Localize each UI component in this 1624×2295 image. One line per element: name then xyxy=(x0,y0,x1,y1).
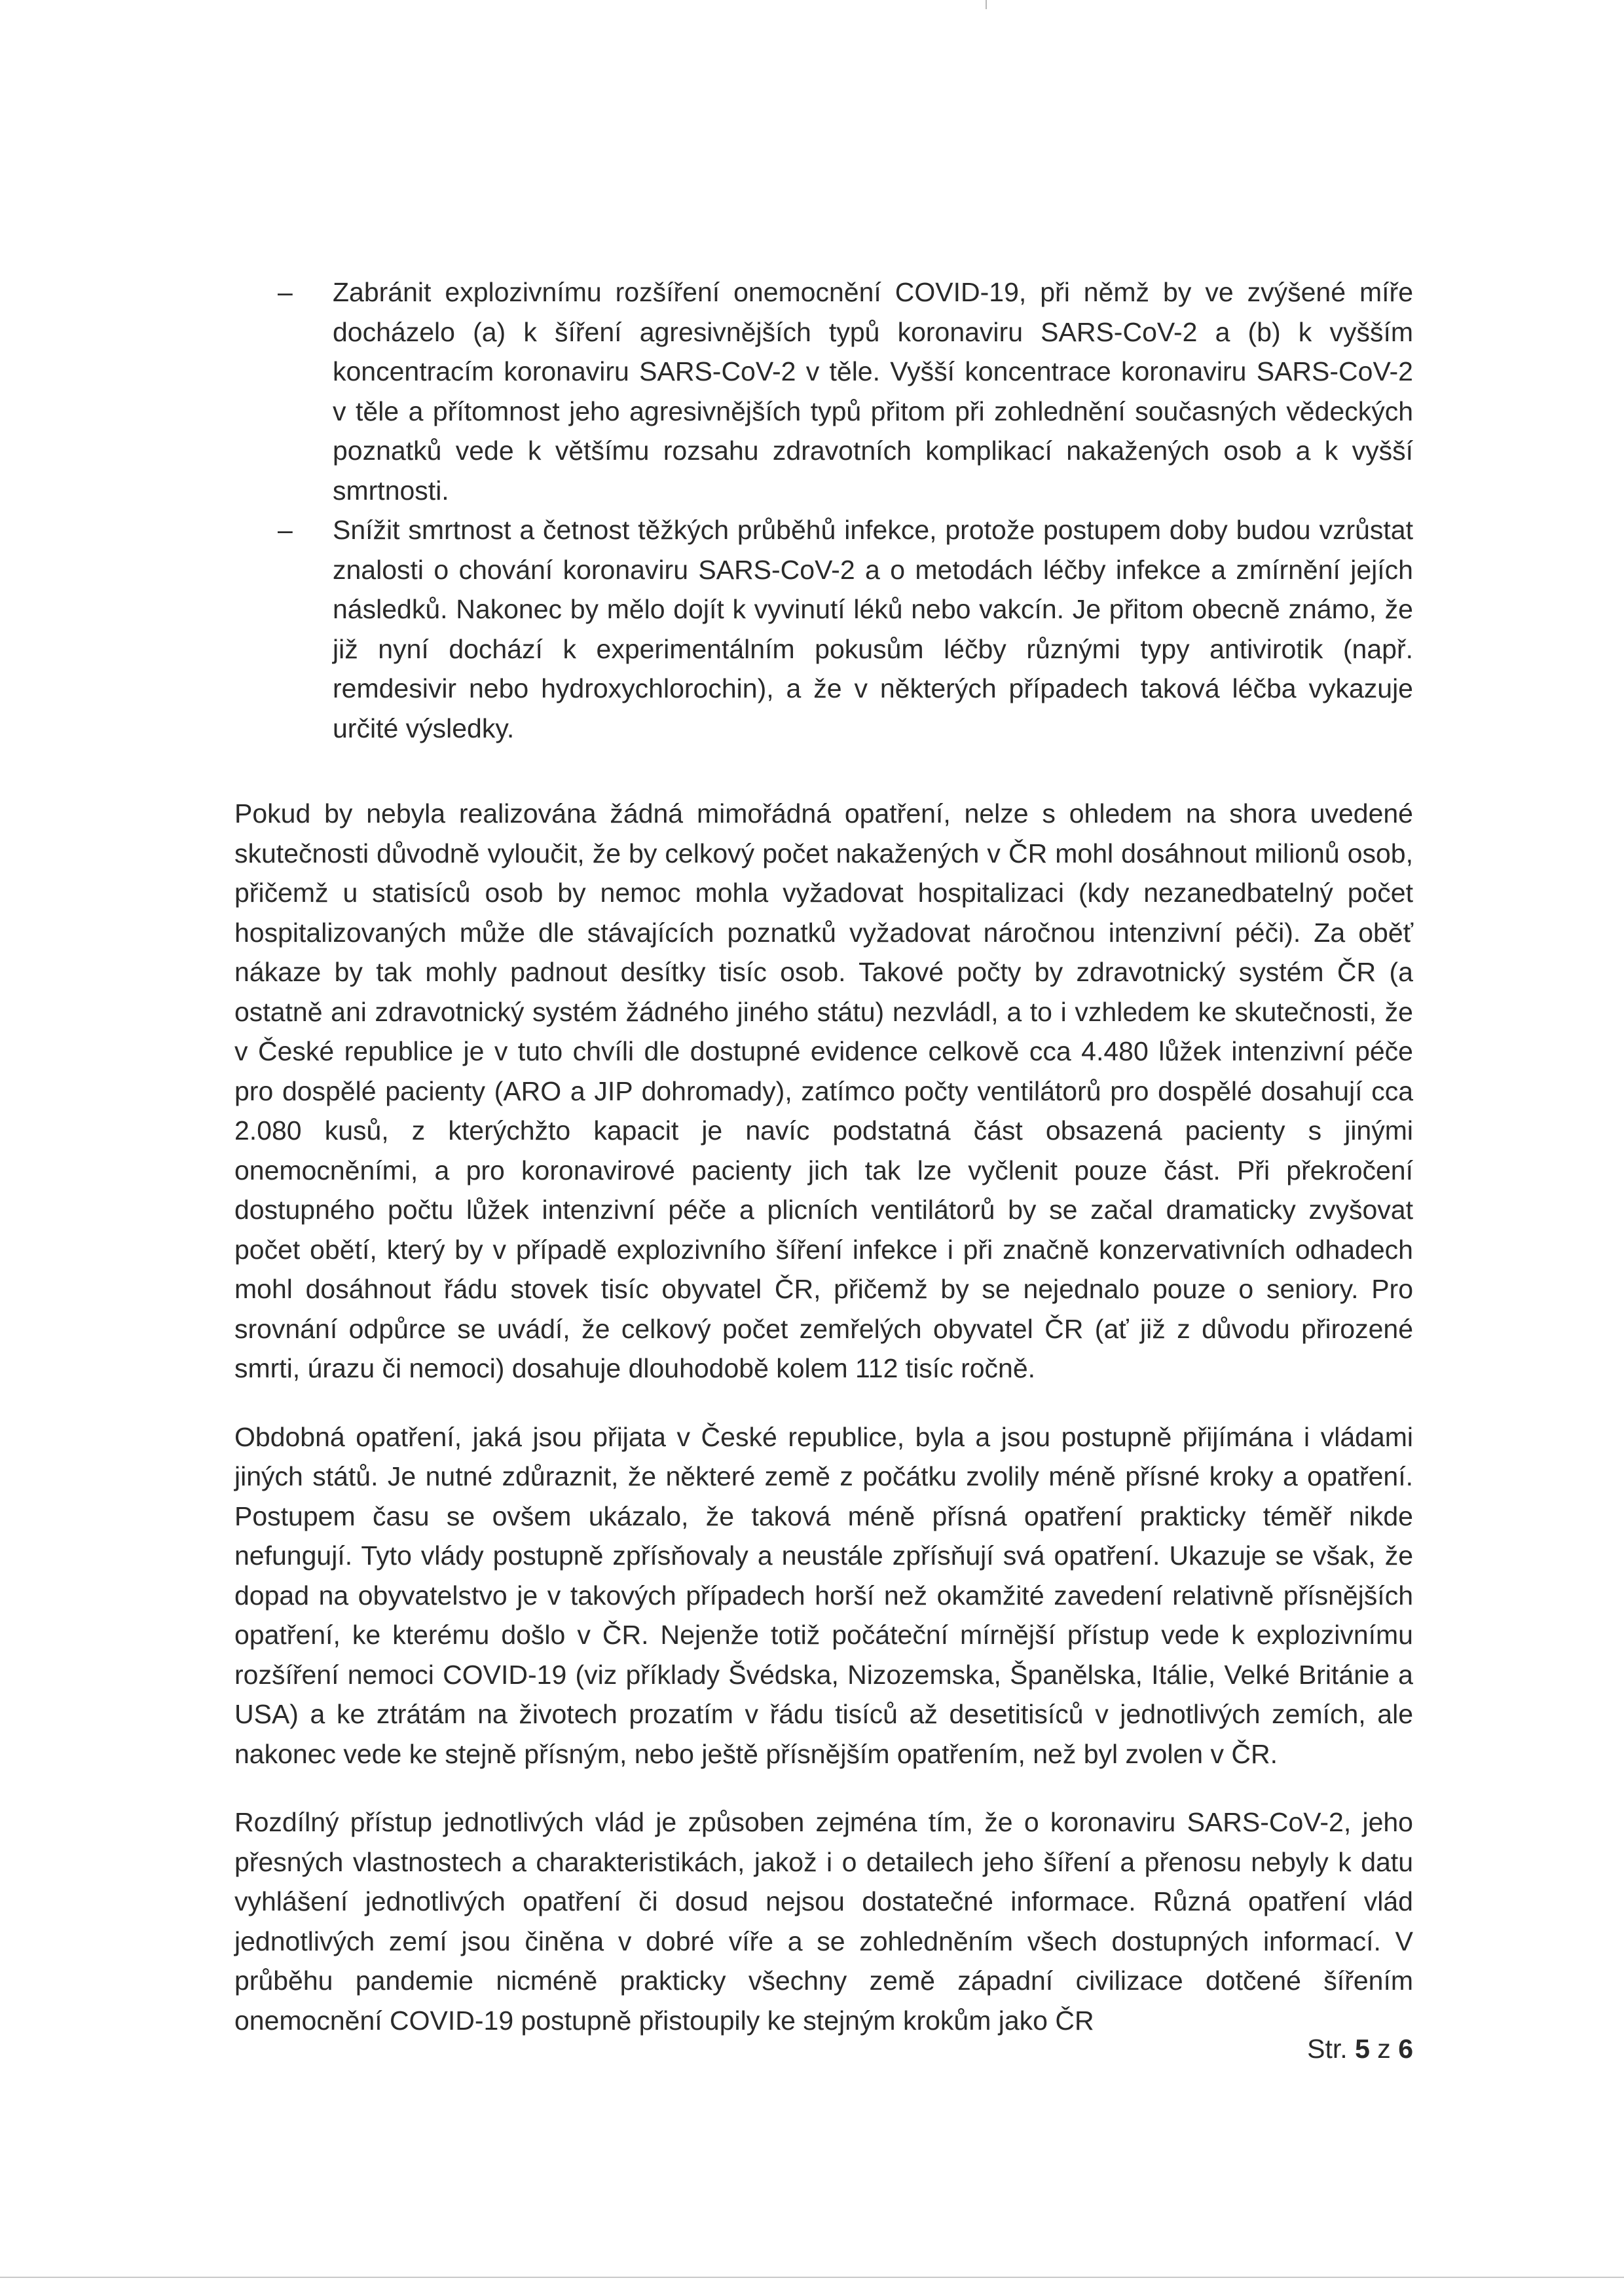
scan-artifact-top xyxy=(986,0,987,9)
page-number xyxy=(1307,2029,1413,2068)
bullet-list xyxy=(234,272,1413,748)
bullet-item: – Snížit smrtnost a četnost těžkých průběhů infekce, protože postupem doby budou vzrůstat znalosti o chování koronaviru SARS-CoV-2 a o metodách léčby infekce a zmírnění jejích následků. Nakonec by mělo dojít k vyvinutí léků nebo vakcín. Je přitom obecně známo, že již nyní dochází k experimentálním pokusům léčby různými typy antivirotik (např. remdesivir nebo hydroxychlorochin), a že v některých případech taková léčba vykazuje určité výsledky. xyxy=(333,510,1413,748)
scan-artifact-bottom xyxy=(0,2277,1624,2278)
paragraph: Rozdílný přístup jednotlivých vlád je způsoben zejména tím, že o koronaviru SARS-CoV-2, jeho přesných vlastnostech a charakteristikách, jakož i o detailech jeho šíření a přenosu nebyly k datu vyhlášení jednotlivých opatření či dosud nejsou dostatečné informace. Různá opatření vlád jednotlivých zemí jsou činěna v dobré víře a se zohledněním všech dostupných informací. V průběhu pandemie nicméně prakticky všechny země západní civilizace dotčené šířením onemocnění COVID-19 postupně přistoupily ke stejným krokům jako ČR xyxy=(234,1807,1413,2036)
bullet-item: – Zabránit explozivnímu rozšíření onemocnění COVID-19, při němž by ve zvýšené míře docházelo (a) k šíření agresivnějších typů koronaviru SARS-CoV-2 a (b) k vyšším koncentracím koronaviru SARS-CoV-2 v těle. Vyšší koncentrace koronaviru SARS-CoV-2 v těle a přítomnost jeho agresivnějších typů přitom při zohlednění současných vědeckých poznatků vede k většímu rozsahu zdravotních komplikací nakažených osob a k vyšší smrtnosti. xyxy=(333,272,1413,510)
paragraph: Obdobná opatření, jaká jsou přijata v České republice, byla a jsou postupně přijímána i vládami jiných států. Je nutné zdůraznit, že některé země z počátku zvolily méně přísné kroky a opatření. Postupem času se ovšem ukázalo, že taková méně přísná opatření prakticky téměř nikde nefungují. Tyto vlády postupně zpřísňovaly a neustále zpřísňují svá opatření. Ukazuje se však, že dopad na obyvatelstvo je v takových případech horší než okamžité zavedení relativně přísnějších opatření, ke kterému došlo v ČR. Nejenže totiž počáteční mírnější přístup vede k explozivnímu rozšíření nemoci COVID-19 (viz příklady Švédska, Nizozemska, Španělska, Itálie, Velké Británie a USA) a ke ztrátám na životech prozatím v řádu tisíců až desetitisíců v jednotlivých zemích, ale nakonec vede ke stejně přísným, nebo ještě přísnějším opatřením, než byl zvolen v ČR. xyxy=(234,1421,1413,1769)
page-number-total: 6 xyxy=(1398,2034,1413,2064)
page-number-of: z xyxy=(1377,2034,1391,2064)
paragraph: Pokud by nebyla realizována žádná mimořádná opatření, nelze s ohledem na shora uvedené skutečnosti důvodně vyloučit, že by celkový počet nakažených v ČR mohl dosáhnout milionů osob, přičemž u statisíců osob by nemoc mohla vyžadovat hospitalizaci (kdy nezanedbatelný počet hospitalizovaných může dle stávajících poznatků vyžadovat náročnou intenzivní péči). Za oběť nákaze by tak mohly padnout desítky tisíc osob. Takové počty by zdravotnický systém ČR (a ostatně ani zdravotnický systém žádného jiného státu) nezvládl, a to i vzhledem ke skutečnosti, že v České republice je v tuto chvíli dle dostupné evidence celkově cca 4.480 lůžek intenzivní péče pro dospělé pacienty (ARO a JIP dohromady), zatímco počty ventilátorů pro dospělé dosahují cca 2.080 kusů, z kterýchžto kapacit je navíc podstatná část obsazená pacienty s jinými onemocněními, a pro koronavirové pacienty jich tak lze vyčlenit pouze část. Při překročení dostupného počtu lůžek intenzivní péče a plicních ventilátorů by se začal dramaticky zvyšovat počet obětí, který by v případě explozivního šíření infekce i při značně konzervativních odhadech mohl dosáhnout řádu stovek tisíc obyvatel ČR, přičemž by se nejednalo pouze o seniory. Pro srovnání odpůrce se uvádí, že celkový počet zemřelých obyvatel ČR (ať již z důvodu přirozené smrti, úrazu či nemoci) dosahuje dlouhodobě kolem 112 tisíc ročně. xyxy=(234,798,1413,1383)
document-body xyxy=(234,272,1413,2040)
page-number-prefix: Str. xyxy=(1307,2034,1348,2064)
page-number-current: 5 xyxy=(1355,2034,1370,2064)
